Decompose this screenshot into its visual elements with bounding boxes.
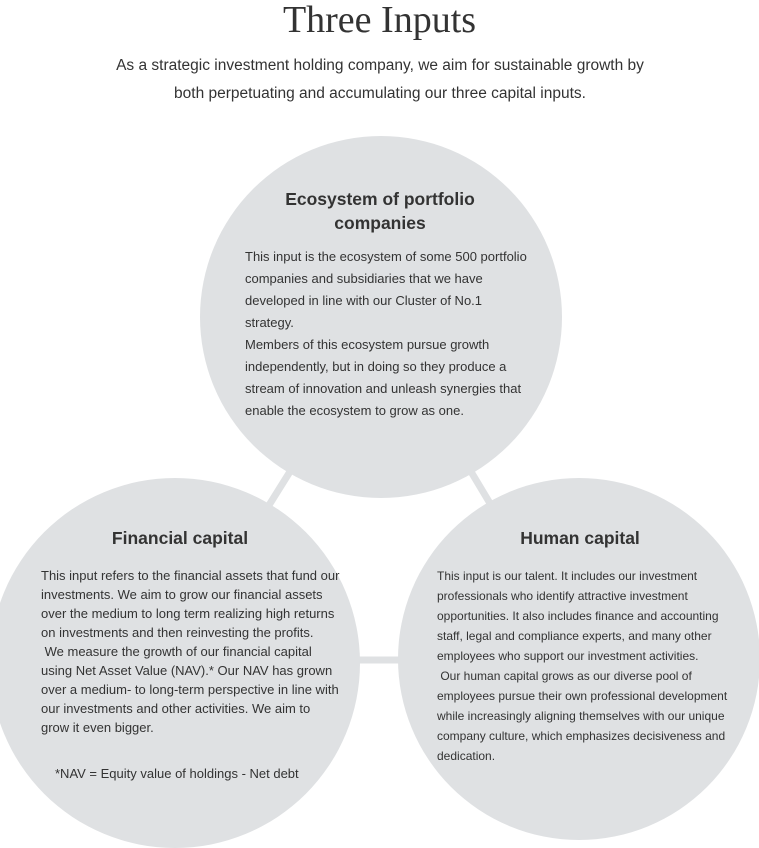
- financial-capital-description: [41, 566, 341, 737]
- ecosystem-paragraph-2: Members of this ecosystem pursue growth independently, but in doing so they produce a stream of innovation and unleash synergies that enable the ecosystem to grow as one.: [245, 337, 522, 418]
- financial-paragraph-1: This input refers to the financial assets that fund our investments. We aim to grow our financial assets over the medium to long term realizing high returns on investments and then reinvesting the profits.: [41, 568, 340, 640]
- human-paragraph-1: This input is our talent. It includes our investment professionals who identify attractive investment opportunities. It also includes finance and accounting staff, legal and compliance experts, and many other employees who support our investment activities.: [437, 569, 719, 663]
- intro-line-1: As a strategic investment holding company, we aim for sustainable growth by: [116, 57, 644, 74]
- ecosystem-title: Ecosystem of portfolio companies: [285, 189, 475, 233]
- human-paragraph-2-text: Our human capital grows as our diverse pool of employees pursue their own professional development while increasingly aligning themselves with our unique company culture, which emphasizes decisiveness and dedication.: [437, 669, 728, 763]
- human-capital-title: Human capital: [520, 528, 640, 548]
- page-title: Three Inputs: [282, 0, 477, 41]
- ecosystem-description: [245, 246, 530, 422]
- human-capital-description: [437, 566, 745, 766]
- intro-line-2: both perpetuating and accumulating our three capital inputs.: [174, 85, 586, 102]
- nav-footnote: *NAV = Equity value of holdings - Net debt: [55, 766, 299, 781]
- ecosystem-paragraph-1: This input is the ecosystem of some 500 portfolio companies and subsidiaries that we have developed in line with our Cluster of No.1 strategy.: [245, 249, 527, 330]
- financial-paragraph-2-text: We measure the growth of our financial capital using Net Asset Value (NAV).* Our NAV has grown over a medium- to long-term perspective in line with our investments and other activities. We aim to grow it even bigger.: [41, 644, 339, 735]
- financial-paragraph-2: [41, 642, 341, 737]
- financial-capital-title: Financial capital: [111, 528, 249, 548]
- human-paragraph-2: [437, 666, 745, 766]
